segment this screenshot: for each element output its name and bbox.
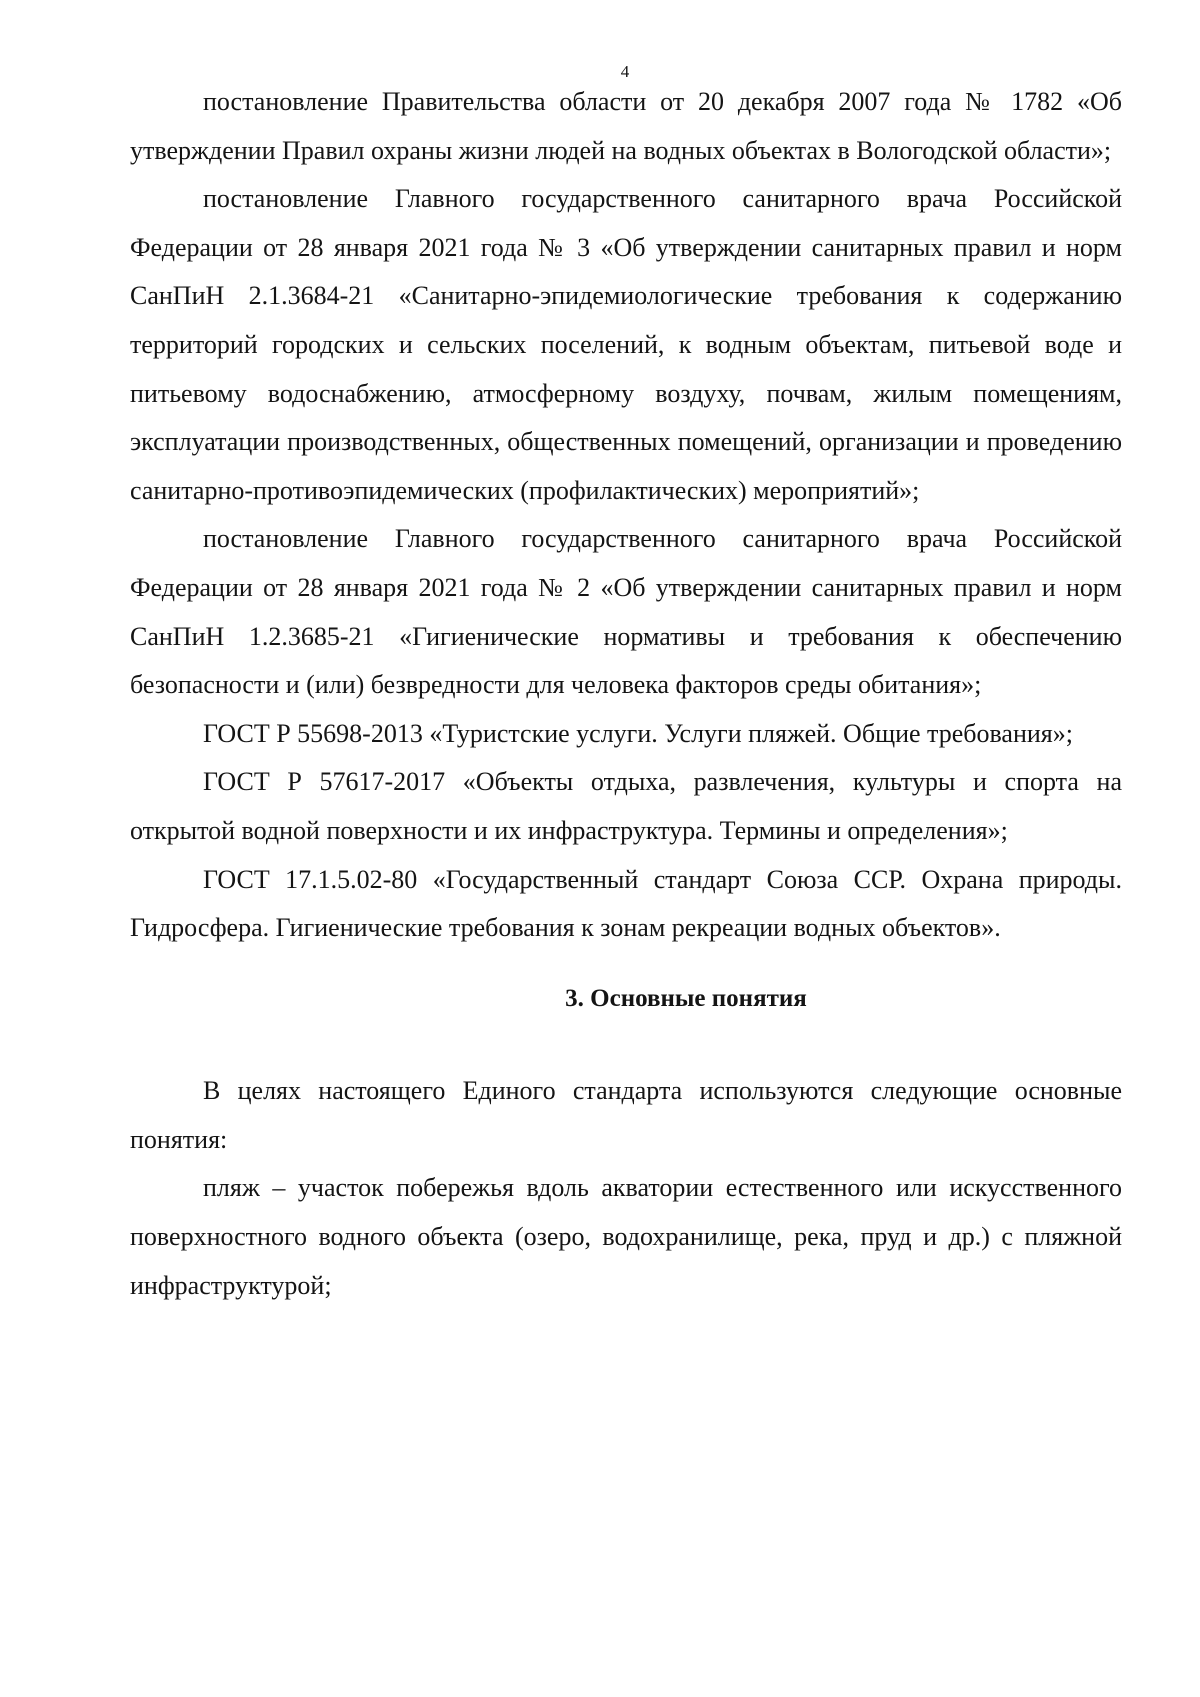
paragraph-sanpin-1-2-3685-21: постановление Главного государственного санитарного врача Российской Федерации от 28 января 2021 года № 2 «Об утверждении санитарных правил и норм СанПиН 1.2.3685-21 «Гигиенические нормативы и требования к обеспечению безопасности и (или) безвредности для человека факторов среды обитания»;	[130, 524, 1122, 700]
section-heading: 3. Основные понятия	[565, 984, 807, 1012]
paragraph-beach-definition: пляж – участок побережья вдоль акватории естественного или искусственного поверхностного водного объекта (озеро, водохранилище, река, пруд и др.) с пляжной инфраструктурой;	[130, 1173, 1122, 1300]
paragraph-intro-concepts: В целях настоящего Единого стандарта используются следующие основные понятия:	[130, 1076, 1122, 1154]
paragraph-decree-1782: постановление Правительства области от 20 декабря 2007 года № 1782 «Об утверждении Правил охраны жизни людей на водных объектах в Вологодской области»;	[130, 87, 1122, 165]
page-number: 4	[620, 62, 630, 81]
paragraph-gost-55698-2013: ГОСТ Р 55698-2013 «Туристские услуги. Услуги пляжей. Общие требования»;	[203, 718, 1073, 748]
paragraph-gost-57617-2017: ГОСТ Р 57617-2017 «Объекты отдыха, развлечения, культуры и спорта на открытой водной поверхности и их инфраструктура. Термины и определения»;	[130, 767, 1122, 845]
document-body	[130, 78, 1122, 1310]
paragraph-gost-17-1-5-02-80: ГОСТ 17.1.5.02-80 «Государственный стандарт Союза ССР. Охрана природы. Гидросфера. Гигиенические требования к зонам рекреации водных объектов».	[130, 864, 1122, 943]
paragraph-sanpin-2-1-3684-21: постановление Главного государственного санитарного врача Российской Федерации от 28 января 2021 года № 3 «Об утверждении санитарных правил и норм СанПиН 2.1.3684-21 «Санитарно-эпидемиологические требования к содержанию территорий городских и сельских поселений, к водным объектам, питьевой воде и питьевому водоснабжению, атмосферному воздуху, почвам, жилым помещениям, эксплуатации производственных, общественных помещений, организации и проведению санитарно-противоэпидемических (профилактических) мероприятий»;	[130, 184, 1122, 505]
